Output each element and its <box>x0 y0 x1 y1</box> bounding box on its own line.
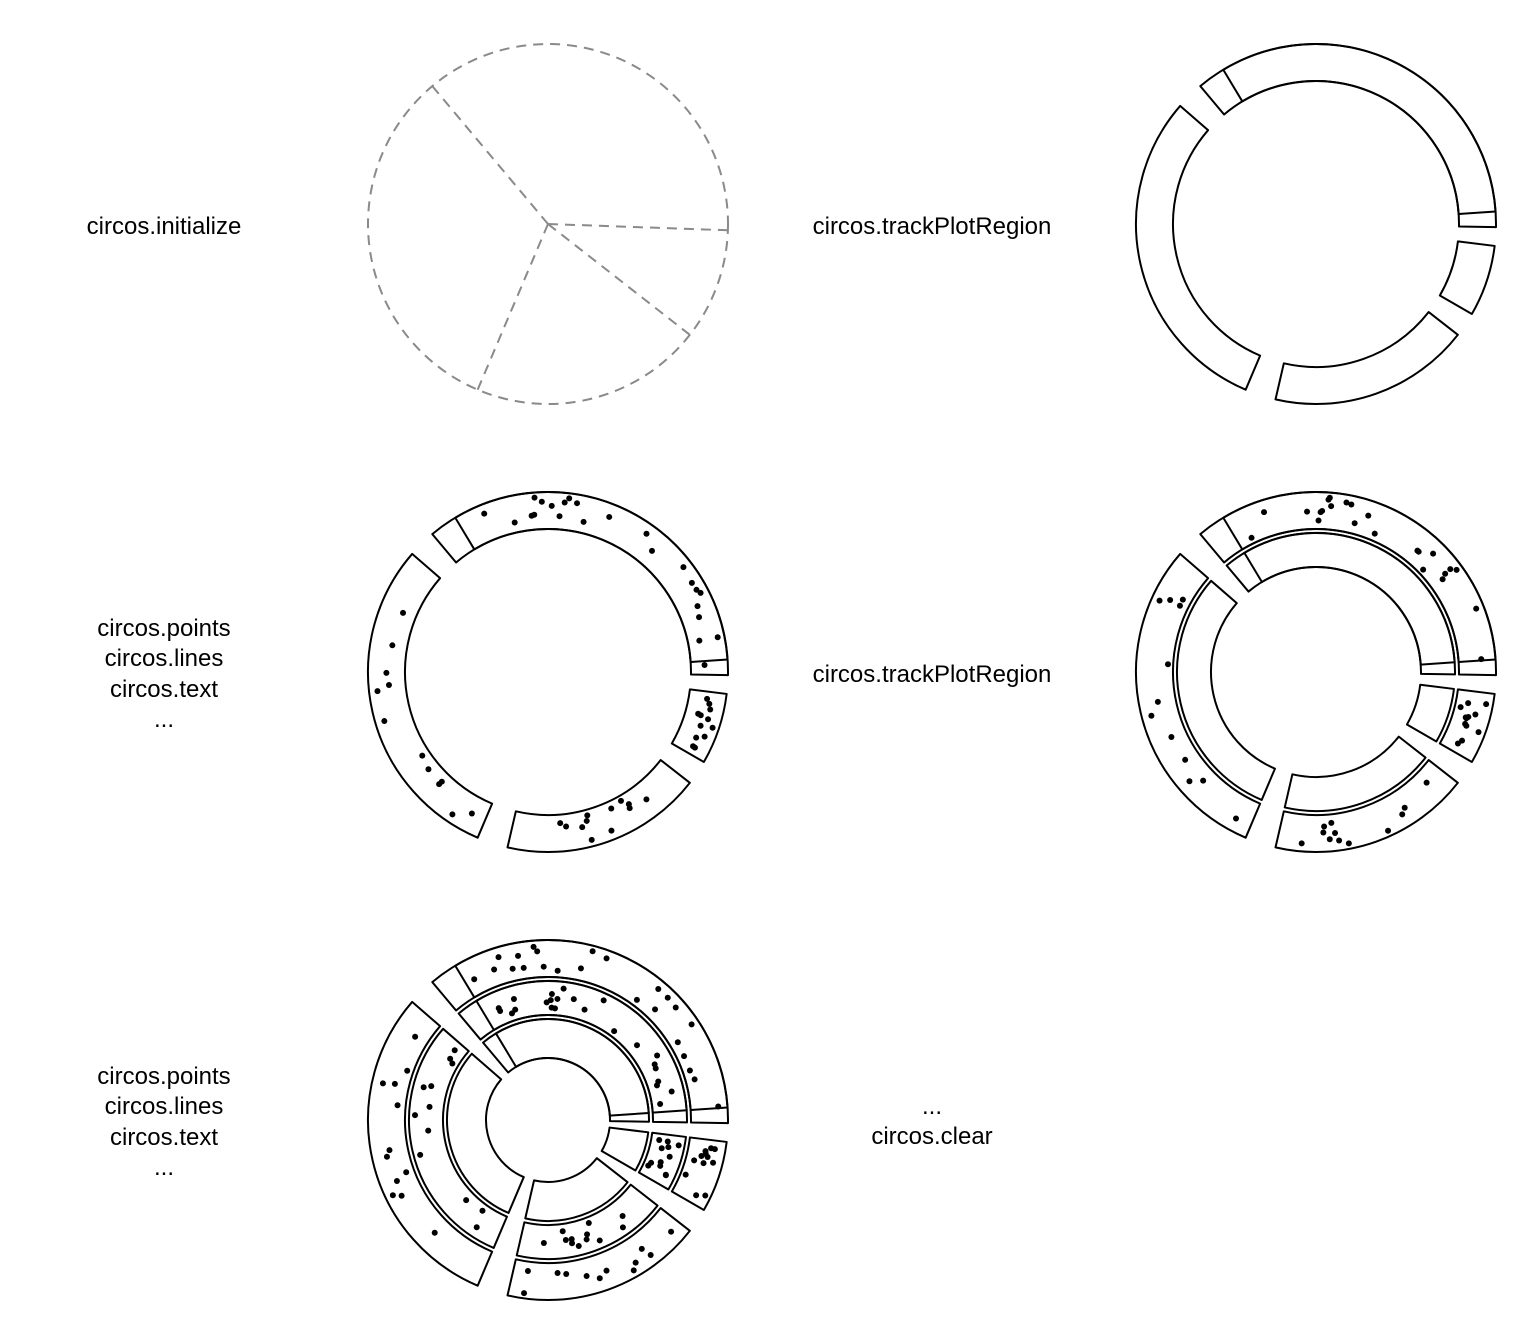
track-2-sector-5-point <box>512 1007 518 1013</box>
track-1-sector-3-point <box>1328 820 1334 826</box>
track-1-sector-5-point <box>1454 567 1460 573</box>
track-1-sector-5-point <box>655 986 661 992</box>
initialize-sector-boundary-3 <box>478 224 548 390</box>
track-1-sector-5-point <box>680 564 686 570</box>
initialize-sector-boundary-4 <box>548 224 690 335</box>
track-1-sector-1-point <box>549 503 555 509</box>
track-1-sector-2-point <box>395 1102 401 1108</box>
track-3-sector-2 <box>447 1054 524 1213</box>
track-2-sector-4-point <box>657 1163 663 1169</box>
track-1-sector-3-point <box>1399 811 1405 817</box>
track-2-sector-4-point <box>665 1138 671 1144</box>
panel-two-tracks <box>1136 492 1496 852</box>
track-2-sector-4-point <box>656 1137 662 1143</box>
track-1-sector-5-point <box>590 948 596 954</box>
track-1-sector-4-point <box>708 1145 714 1151</box>
label-circos-clear <box>871 1093 992 1150</box>
track-1-sector-2-point <box>1155 699 1161 705</box>
track-1-sector-4 <box>672 1137 727 1210</box>
track-1-sector-5-point <box>652 1006 658 1012</box>
track-1-sector-1-point <box>1430 551 1436 557</box>
track-1-sector-3-point <box>639 1246 645 1252</box>
track-2-sector-1-point <box>571 996 577 1002</box>
track-2-sector-5-point <box>561 986 567 992</box>
track-1-sector-3-point <box>1327 836 1333 842</box>
track-1-sector-1-point <box>521 965 527 971</box>
track-2-sector-1-point <box>655 1078 661 1084</box>
track-1-sector-4-point <box>683 1172 689 1178</box>
track-1-sector-4-point <box>1463 723 1469 729</box>
label-line: circos.lines <box>104 1093 224 1120</box>
track-1-sector-2 <box>1136 106 1260 390</box>
track-1-sector-2-point <box>1177 603 1183 609</box>
track-1-sector-3-point <box>626 801 632 807</box>
track-1-sector-1-point <box>1328 503 1334 509</box>
track-1-sector-1-point <box>675 1039 681 1045</box>
track-1-sector-1-point <box>515 953 521 959</box>
track-1-sector-1-point <box>496 954 502 960</box>
track-2-sector-3-point <box>620 1213 626 1219</box>
track-1-sector-5-point <box>643 531 649 537</box>
track-1-sector-2-point <box>383 670 389 676</box>
track-1-sector-5-point <box>649 548 655 554</box>
label-line: circos.text <box>109 1124 219 1151</box>
track-1-sector-3-point <box>521 1290 527 1296</box>
track-1-sector-3-point <box>579 824 585 830</box>
track-1-sector-4-point <box>1472 711 1478 717</box>
track-1-sector-2-point <box>449 811 455 817</box>
track-1-sector-1-point <box>673 1005 679 1011</box>
track-1-sector-3-point <box>589 837 595 843</box>
track-1-sector-5-point <box>687 1067 693 1073</box>
track-1-sector-2-point <box>425 766 431 772</box>
panel-three-tracks-with-points <box>368 940 728 1300</box>
track-1-sector-5-point <box>1261 509 1267 515</box>
track-2-sector-1-point <box>654 1052 660 1058</box>
track-1-sector-3-point <box>525 1268 531 1274</box>
track-1-sector-3-point <box>1332 830 1338 836</box>
track-1-sector-4-point <box>691 1157 697 1163</box>
track-1-sector-5-point <box>532 495 538 501</box>
track-1-sector-4-point <box>704 696 710 702</box>
track-1-sector-4-point <box>705 1154 711 1160</box>
label-line: circos.points <box>97 615 231 642</box>
track-1-sector-2-point <box>392 1081 398 1087</box>
track-2-sector-4-point <box>645 1163 651 1169</box>
panel-one-track <box>1136 44 1496 404</box>
track-1-sector-1-point <box>510 966 516 972</box>
track-1-sector-3-point <box>1402 805 1408 811</box>
panel-one-track-with-points <box>368 492 728 852</box>
track-1-sector-2-point <box>384 1154 390 1160</box>
track-1-sector-2-point <box>381 718 387 724</box>
track-1-sector-4-point <box>698 712 704 718</box>
label-line: ... <box>921 1093 943 1120</box>
track-3-sector-4 <box>602 1128 649 1171</box>
track-1-sector-2-point <box>399 1193 405 1199</box>
track-1-sector-5-point <box>1372 531 1378 537</box>
track-1-sector-3-point <box>1385 828 1391 834</box>
track-1-sector-1-point <box>681 1053 687 1059</box>
track-1-sector-4-point <box>710 725 716 731</box>
track-1-sector-3-point <box>1424 780 1430 786</box>
label-line: circos.text <box>109 676 219 703</box>
panel-initialize-circle <box>368 44 728 404</box>
track-2-sector-5-point <box>549 991 555 997</box>
track-2-sector-5-point <box>582 1007 588 1013</box>
track-1-sector-4-point <box>1458 704 1464 710</box>
track-1-sector-5-point <box>574 500 580 506</box>
track-2-sector-2-point <box>427 1104 433 1110</box>
track-1-sector-5-point <box>1249 535 1255 541</box>
label-line: circos.clear <box>871 1123 993 1150</box>
track-1-sector-1-point <box>696 614 702 620</box>
track-1-sector-3-point <box>608 828 614 834</box>
track-1-sector-2 <box>1136 554 1260 838</box>
track-2-sector-3-point <box>563 1237 569 1243</box>
track-1-sector-3-point <box>631 1267 637 1273</box>
track-1-sector-1-point <box>1352 520 1358 526</box>
track-1-sector-3-point <box>1321 824 1327 830</box>
track-1-sector-1-point <box>581 519 587 525</box>
track-1-sector-5-point <box>606 514 612 520</box>
track-1-sector-1-point <box>665 995 671 1001</box>
track-2-sector-2 <box>409 1029 507 1248</box>
track-1-sector-4-point <box>707 707 713 713</box>
track-1-sector-3 <box>1276 760 1458 852</box>
track-3-sector-3 <box>525 1158 627 1221</box>
track-1-sector-1-point <box>1442 571 1448 577</box>
track-2-sector-3-point <box>576 1243 582 1249</box>
track-1-sector-1-point <box>1318 509 1324 515</box>
track-1-sector-2-point <box>403 1169 409 1175</box>
label-plot-functions-2 <box>97 1063 230 1181</box>
track-1-sector-3-point <box>584 1273 590 1279</box>
track-1-sector-5-point <box>702 662 708 668</box>
track-1-sector-4-point <box>692 745 698 751</box>
track-1-sector-3-point <box>555 1270 561 1276</box>
track-1-sector-5-point <box>715 1104 721 1110</box>
track-2-sector-5-point <box>496 1005 502 1011</box>
track-1-sector-5-point <box>562 500 568 506</box>
track-1-sector-4-point <box>698 1153 704 1159</box>
track-1-sector-2-point <box>389 642 395 648</box>
track-1-sector-5-point <box>692 1076 698 1082</box>
track-1-sector-1-point <box>1440 576 1446 582</box>
track-2-sector-2-point <box>479 1208 485 1214</box>
track-1-sector-2-point <box>404 1068 410 1074</box>
track-1-sector-4-point <box>710 1160 716 1166</box>
track-3-sector-1 <box>483 1019 649 1116</box>
track-1-sector-4-point <box>701 1160 707 1166</box>
track-1-sector-1-point <box>512 519 518 525</box>
track-1-sector-5-point <box>696 638 702 644</box>
track-2-sector-3-point <box>597 1237 603 1243</box>
track-2-sector-2-point <box>463 1197 469 1203</box>
track-1-sector-2-point <box>1186 778 1192 784</box>
track-1-sector-3-point <box>633 1260 639 1266</box>
track-1-sector-4-point <box>693 735 699 741</box>
label-track-plot-region-2 <box>813 661 1052 688</box>
track-1-sector-5-point <box>578 965 584 971</box>
track-2-sector-5-point <box>544 999 550 1005</box>
track-2-sector-5-point <box>554 996 560 1002</box>
track-1-sector-3-point <box>584 812 590 818</box>
track-1-sector-2-point <box>436 781 442 787</box>
track-1-sector-3-point <box>1320 830 1326 836</box>
track-1-sector-2-point <box>469 810 475 816</box>
track-1-sector-3-point <box>643 796 649 802</box>
initialize-sector-boundary-1 <box>548 224 728 230</box>
track-2-sector-3-point <box>569 1236 575 1242</box>
track-1-sector-5-point <box>534 948 540 954</box>
track-2-sector-4-point <box>676 1142 682 1148</box>
track-1-sector-5-point <box>695 603 701 609</box>
track-1-sector-3-point <box>1299 840 1305 846</box>
track-2-sector-2-point <box>412 1112 418 1118</box>
track-1-sector-1-point <box>541 964 547 970</box>
track-1-sector-4-point <box>1465 714 1471 720</box>
track-1-sector-2-point <box>419 753 425 759</box>
track-1-sector-3-point <box>648 1252 654 1258</box>
track-2-sector-1-point <box>634 1042 640 1048</box>
label-line: circos.lines <box>104 645 224 672</box>
track-2-sector-5-point <box>611 1028 617 1034</box>
track-2-sector-2-point <box>428 1083 434 1089</box>
track-2-sector-4-point <box>667 1154 673 1160</box>
track-1-sector-1-point <box>481 511 487 517</box>
track-1-sector-5-point <box>634 997 640 1003</box>
track-1-sector-5-point <box>555 968 561 974</box>
track-2-sector-4-point <box>663 1172 669 1178</box>
track-1-sector-1-point <box>1316 518 1322 524</box>
track-1-sector-5-point <box>471 976 477 982</box>
track-1-sector-1 <box>432 492 727 662</box>
track-2-sector-3-point <box>584 1231 590 1237</box>
track-1-sector-4-point <box>702 734 708 740</box>
label-line: ... <box>153 1154 175 1181</box>
track-1-sector-1-point <box>1420 567 1426 573</box>
track-1-sector-5 <box>1223 492 1496 675</box>
track-2-sector-2-point <box>452 1047 458 1053</box>
track-2-sector-1-point <box>601 997 607 1003</box>
track-1-sector-2-point <box>1168 734 1174 740</box>
track-1-sector-4-point <box>1476 729 1482 735</box>
track-2-sector-4-point <box>659 1145 665 1151</box>
track-1-sector-3-point <box>618 798 624 804</box>
track-2-sector-3-point <box>560 1228 566 1234</box>
track-1-sector-5-point <box>1343 500 1349 506</box>
track-1-sector-3 <box>508 760 690 852</box>
track-1-sector-4-point <box>698 723 704 729</box>
track-1-sector-5-point <box>1447 566 1453 572</box>
track-1-sector-2-point <box>1148 713 1154 719</box>
track-2-sector-3-point <box>541 1240 547 1246</box>
label-line: circos.trackPlotRegion <box>812 213 1052 240</box>
track-2-sector-1-point <box>511 996 517 1002</box>
track-2-sector-5-point <box>653 1065 659 1071</box>
label-track-plot-region-1 <box>813 213 1052 240</box>
track-2-sector-1-point <box>657 1101 663 1107</box>
track-2-sector-2 <box>1177 581 1275 800</box>
track-2-sector-4 <box>1407 685 1454 742</box>
track-1-sector-5-point <box>694 587 700 593</box>
label-line: circos.trackPlotRegion <box>812 661 1052 688</box>
track-1-sector-4-point <box>702 1193 708 1199</box>
track-1-sector-3-point <box>1346 840 1352 846</box>
track-2-sector-3-point <box>620 1224 626 1230</box>
track-2-sector-1-point <box>669 1088 675 1094</box>
track-2-sector-3-point <box>584 1236 590 1242</box>
track-1-sector-3-point <box>597 1275 603 1281</box>
initialize-sector-boundary-2 <box>432 86 548 224</box>
track-1-sector-5-point <box>1473 606 1479 612</box>
track-2-sector-2-point <box>421 1084 427 1090</box>
track-2-sector-3 <box>1285 737 1426 811</box>
track-1-sector-1-point <box>566 495 572 501</box>
track-1-sector-2-point <box>380 1080 386 1086</box>
label-line: circos.initialize <box>86 213 242 240</box>
track-1-sector-1-point <box>531 512 537 518</box>
track-1-sector-5-point <box>1365 513 1371 519</box>
track-1-sector-2-point <box>1157 598 1163 604</box>
label-line: circos.points <box>97 1063 231 1090</box>
track-2-sector-3-point <box>586 1220 592 1226</box>
track-1-sector-2-point <box>400 610 406 616</box>
track-1-sector-2-point <box>374 688 380 694</box>
track-1-sector-2-point <box>394 1178 400 1184</box>
track-1-sector-5-point <box>1414 548 1420 554</box>
label-plot-functions-1 <box>97 615 230 733</box>
track-1-sector-4-point <box>702 1148 708 1154</box>
track-1-sector-2-point <box>386 682 392 688</box>
track-1-sector-1-point <box>689 580 695 586</box>
label-line: ... <box>153 706 175 733</box>
track-1-sector-3 <box>508 1208 690 1300</box>
track-1-sector-4-point <box>1455 740 1461 746</box>
track-1-sector-5 <box>455 492 728 675</box>
track-2-sector-5-point <box>549 1005 555 1011</box>
label-circos-initialize <box>87 213 242 240</box>
track-1-sector-4-point <box>1465 700 1471 706</box>
track-1-sector-4-point <box>693 1192 699 1198</box>
track-1-sector-4 <box>1440 241 1495 314</box>
track-1-sector-2-point <box>390 1192 396 1198</box>
track-1-sector-1-point <box>539 499 545 505</box>
track-1-sector-2-point <box>1180 597 1186 603</box>
track-1-sector-3-point <box>563 1271 569 1277</box>
track-1-sector-2-point <box>386 1147 392 1153</box>
track-1-sector-3-point <box>604 1268 610 1274</box>
track-1-sector-4-point <box>705 716 711 722</box>
track-1-sector-3-point <box>608 806 614 812</box>
track-2-sector-2-point <box>474 1224 480 1230</box>
track-1-sector-2-point <box>1233 816 1239 822</box>
track-1-sector-2-point <box>1182 757 1188 763</box>
track-1-sector-3-point <box>563 824 569 830</box>
track-2-sector-2-point <box>447 1056 453 1062</box>
track-1-sector-3-point <box>557 820 563 826</box>
track-1-sector-2-point <box>412 1034 418 1040</box>
track-1-sector-5-point <box>491 967 497 973</box>
track-1-sector-2-point <box>1165 661 1171 667</box>
track-3-sector-5 <box>496 1019 649 1122</box>
track-1-sector-5-point <box>1478 656 1484 662</box>
track-1-sector-3-point <box>668 1229 674 1235</box>
track-1-sector-2 <box>368 554 492 838</box>
track-1-sector-1-point <box>689 1021 695 1027</box>
track-1-sector-1 <box>1200 44 1495 214</box>
track-1-sector-1-point <box>557 513 563 519</box>
track-1-sector-2-point <box>1167 597 1173 603</box>
track-2-sector-4-point <box>665 1144 671 1150</box>
track-1-sector-4-point <box>1483 701 1489 707</box>
track-1-sector-5-point <box>1304 509 1310 515</box>
track-1-sector-5-point <box>1327 495 1333 501</box>
track-1-sector-5 <box>1223 44 1496 227</box>
track-2-sector-2-point <box>417 1152 423 1158</box>
track-1-sector-3-point <box>1336 838 1342 844</box>
track-1-sector-3 <box>1276 312 1458 404</box>
track-1-sector-5-point <box>715 634 721 640</box>
track-1-sector-2-point <box>1200 778 1206 784</box>
track-1-sector-2 <box>368 1002 492 1286</box>
track-2-sector-5 <box>1244 533 1455 674</box>
track-1-sector-3-point <box>584 818 590 824</box>
track-1-sector-2-point <box>432 1230 438 1236</box>
track-2-sector-2-point <box>425 1128 431 1134</box>
track-1-sector-1-point <box>604 955 610 961</box>
